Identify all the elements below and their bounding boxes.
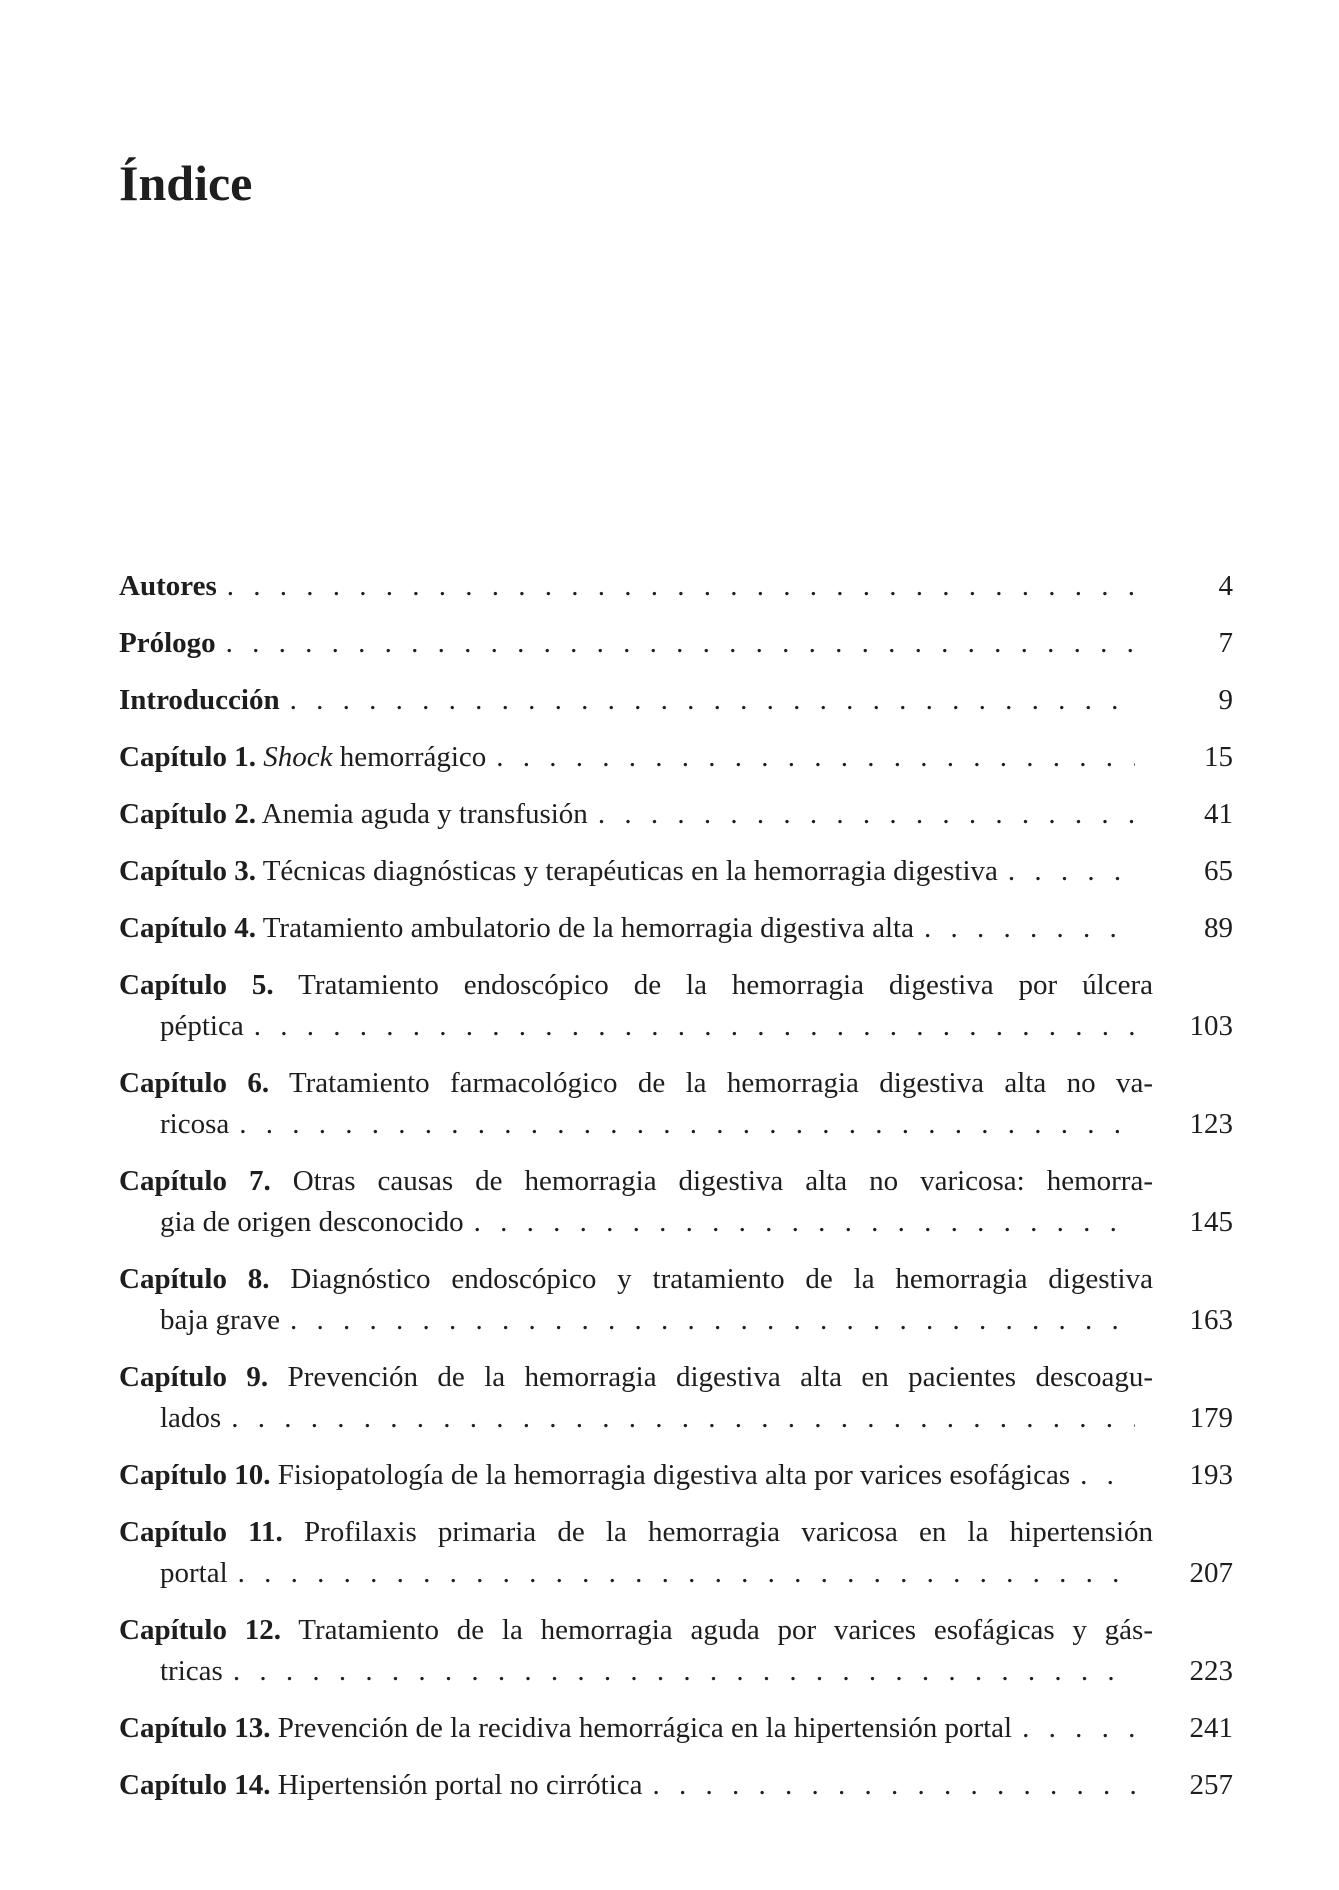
toc-entry-label: Capítulo 6. xyxy=(119,1067,270,1099)
toc-entry-label: Capítulo 9. xyxy=(119,1361,269,1393)
toc-page-number: 89 xyxy=(1204,912,1233,944)
dot-leader xyxy=(238,1553,1135,1594)
toc-entry[interactable] xyxy=(119,908,1233,949)
toc-line-continued xyxy=(119,1553,1233,1594)
dot-leader xyxy=(653,1765,1135,1806)
toc-entry-title: hemorrágico xyxy=(332,741,487,773)
toc-page-number: 193 xyxy=(1189,1459,1233,1491)
toc-entry-title: Otras causas de hemorragia digestiva alta no varicosa: hemorra- xyxy=(292,1165,1153,1197)
toc-line xyxy=(119,908,1233,949)
toc-entry-label: Capítulo 7. xyxy=(119,1165,271,1197)
toc-entry-label: Capítulo 12. xyxy=(119,1614,282,1646)
toc-entry-continuation: baja grave xyxy=(160,1304,280,1336)
toc-entry-label: Prólogo xyxy=(119,627,216,659)
toc-line xyxy=(119,623,1233,664)
toc-page-number: 9 xyxy=(1218,684,1233,716)
toc-line xyxy=(119,965,1233,1006)
toc-entry-text xyxy=(119,566,217,607)
toc-entry-title: Tratamiento endoscópico de la hemorragia digestiva por úlcera xyxy=(298,969,1153,1001)
toc-entry-label: Capítulo 14. xyxy=(119,1769,271,1801)
toc-entry-title: Tratamiento farmacológico de la hemorragia digestiva alta no va- xyxy=(288,1067,1153,1099)
toc-page-number: 257 xyxy=(1189,1769,1233,1801)
toc-line-continued xyxy=(119,1202,1233,1243)
toc-entry-text xyxy=(119,1765,643,1806)
toc-line-continued xyxy=(119,1651,1233,1692)
toc-entry-label: Capítulo 3. xyxy=(119,855,256,887)
toc-line xyxy=(119,851,1233,892)
toc-page-number: 65 xyxy=(1204,855,1233,887)
toc-entry-title: Tratamiento ambulatorio de la hemorragia digestiva alta xyxy=(262,912,914,944)
toc-entry[interactable] xyxy=(119,1455,1233,1496)
toc-page-number: 207 xyxy=(1189,1557,1233,1589)
toc-entry-title: Hipertensión portal no cirrótica xyxy=(277,1769,643,1801)
toc-line-continued xyxy=(119,1006,1233,1047)
toc-entry-title: Tratamiento de la hemorragia aguda por varices esofágicas y gás- xyxy=(298,1614,1153,1646)
toc-entry-label: Introducción xyxy=(119,684,280,716)
toc-entry[interactable] xyxy=(119,1357,1233,1439)
dot-leader xyxy=(1080,1455,1135,1496)
toc-entry-title: Prevención de la recidiva hemorrágica en la hipertensión portal xyxy=(277,1712,1013,1744)
toc-entry-title: Prevención de la hemorragia digestiva alta en pacientes descoagu- xyxy=(287,1361,1153,1393)
toc-line xyxy=(119,1455,1233,1496)
toc-line xyxy=(119,1161,1233,1202)
toc-line xyxy=(119,1765,1233,1806)
toc-page-number: 241 xyxy=(1189,1712,1233,1744)
dot-leader xyxy=(226,623,1135,664)
toc-page-number: 179 xyxy=(1189,1402,1233,1434)
toc-line xyxy=(119,680,1233,721)
toc-entry[interactable] xyxy=(119,965,1233,1047)
toc-line xyxy=(119,1357,1233,1398)
toc-page-number: 103 xyxy=(1189,1010,1233,1042)
toc-entry-title: Fisiopatología de la hemorragia digestiva alta por varices esofágicas xyxy=(277,1459,1071,1491)
dot-leader xyxy=(290,680,1135,721)
toc-entry[interactable] xyxy=(119,680,1233,721)
toc-entry-label: Capítulo 5. xyxy=(119,969,274,1001)
dot-leader xyxy=(598,794,1135,835)
toc-entry[interactable] xyxy=(119,851,1233,892)
toc-entry-text xyxy=(119,851,998,892)
dot-leader xyxy=(496,737,1135,778)
toc-entry[interactable] xyxy=(119,1259,1233,1341)
dot-leader xyxy=(227,566,1135,607)
toc-entry-title: Diagnóstico endoscópico y tratamiento de la hemorragia digestiva xyxy=(290,1263,1153,1295)
toc-line-continued xyxy=(119,1300,1233,1341)
dot-leader xyxy=(1008,851,1135,892)
toc-line xyxy=(119,566,1233,607)
toc-entry[interactable] xyxy=(119,1161,1233,1243)
toc-page-number: 41 xyxy=(1204,798,1233,830)
toc-entry-title: Anemia aguda y transfusión xyxy=(261,798,588,830)
dot-leader xyxy=(239,1104,1135,1145)
toc-entry[interactable] xyxy=(119,566,1233,607)
toc-entry-label: Capítulo 4. xyxy=(119,912,256,944)
toc-entry-text xyxy=(119,623,216,664)
toc-entry[interactable] xyxy=(119,623,1233,664)
toc-entry-title: Profilaxis primaria de la hemorragia varicosa en la hipertensión xyxy=(303,1516,1154,1548)
toc-line-continued xyxy=(119,1398,1233,1439)
toc-entry-text xyxy=(119,1455,1070,1496)
toc-entry[interactable] xyxy=(119,1708,1233,1749)
toc-entry-label: Capítulo 13. xyxy=(119,1712,271,1744)
toc-entry-continuation: lados xyxy=(160,1402,222,1434)
dot-leader xyxy=(231,1398,1135,1439)
dot-leader xyxy=(233,1651,1135,1692)
toc-entry[interactable] xyxy=(119,1765,1233,1806)
table-of-contents xyxy=(119,566,1233,1822)
toc-entry-label: Autores xyxy=(119,570,217,602)
toc-line xyxy=(119,1259,1233,1300)
toc-page-number: 163 xyxy=(1189,1304,1233,1336)
toc-entry-label: Capítulo 10. xyxy=(119,1459,271,1491)
toc-entry[interactable] xyxy=(119,1512,1233,1594)
toc-entry-text xyxy=(119,794,588,835)
toc-page-number: 7 xyxy=(1218,627,1233,659)
toc-entry-continuation: péptica xyxy=(160,1010,244,1042)
dot-leader xyxy=(474,1202,1135,1243)
toc-entry-continuation: ricosa xyxy=(160,1108,230,1140)
toc-entry[interactable] xyxy=(119,737,1233,778)
toc-entry-title: Técnicas diagnósticas y terapéuticas en la hemorragia digestiva xyxy=(262,855,998,887)
toc-line-continued xyxy=(119,1104,1233,1145)
toc-entry-continuation: tricas xyxy=(160,1655,223,1687)
toc-entry-continuation: portal xyxy=(160,1557,228,1589)
toc-entry-label: Capítulo 1. xyxy=(119,741,256,773)
toc-line xyxy=(119,794,1233,835)
toc-page-number: 15 xyxy=(1204,741,1233,773)
toc-entry-label: Capítulo 2. xyxy=(119,798,256,830)
toc-line xyxy=(119,1512,1233,1553)
dot-leader xyxy=(254,1006,1135,1047)
toc-entry-continuation: gia de origen desconocido xyxy=(160,1206,464,1238)
dot-leader xyxy=(290,1300,1135,1341)
toc-page-number: 4 xyxy=(1218,570,1233,602)
toc-entry-text xyxy=(119,1708,1012,1749)
toc-entry[interactable] xyxy=(119,1610,1233,1692)
dot-leader xyxy=(924,908,1135,949)
toc-entry-text xyxy=(119,737,486,778)
page-title: Índice xyxy=(119,155,253,211)
toc-entry-label: Capítulo 11. xyxy=(119,1516,283,1548)
toc-line xyxy=(119,1610,1233,1651)
toc-page-number: 145 xyxy=(1189,1206,1233,1238)
toc-entry-text xyxy=(119,680,280,721)
dot-leader xyxy=(1022,1708,1135,1749)
toc-entry-text xyxy=(119,908,914,949)
toc-entry[interactable] xyxy=(119,1063,1233,1145)
toc-line xyxy=(119,1708,1233,1749)
toc-entry[interactable] xyxy=(119,794,1233,835)
toc-line xyxy=(119,1063,1233,1104)
toc-entry-italic: Shock xyxy=(263,741,333,773)
toc-line xyxy=(119,737,1233,778)
toc-entry-label: Capítulo 8. xyxy=(119,1263,270,1295)
toc-page-number: 223 xyxy=(1189,1655,1233,1687)
toc-page-number: 123 xyxy=(1189,1108,1233,1140)
